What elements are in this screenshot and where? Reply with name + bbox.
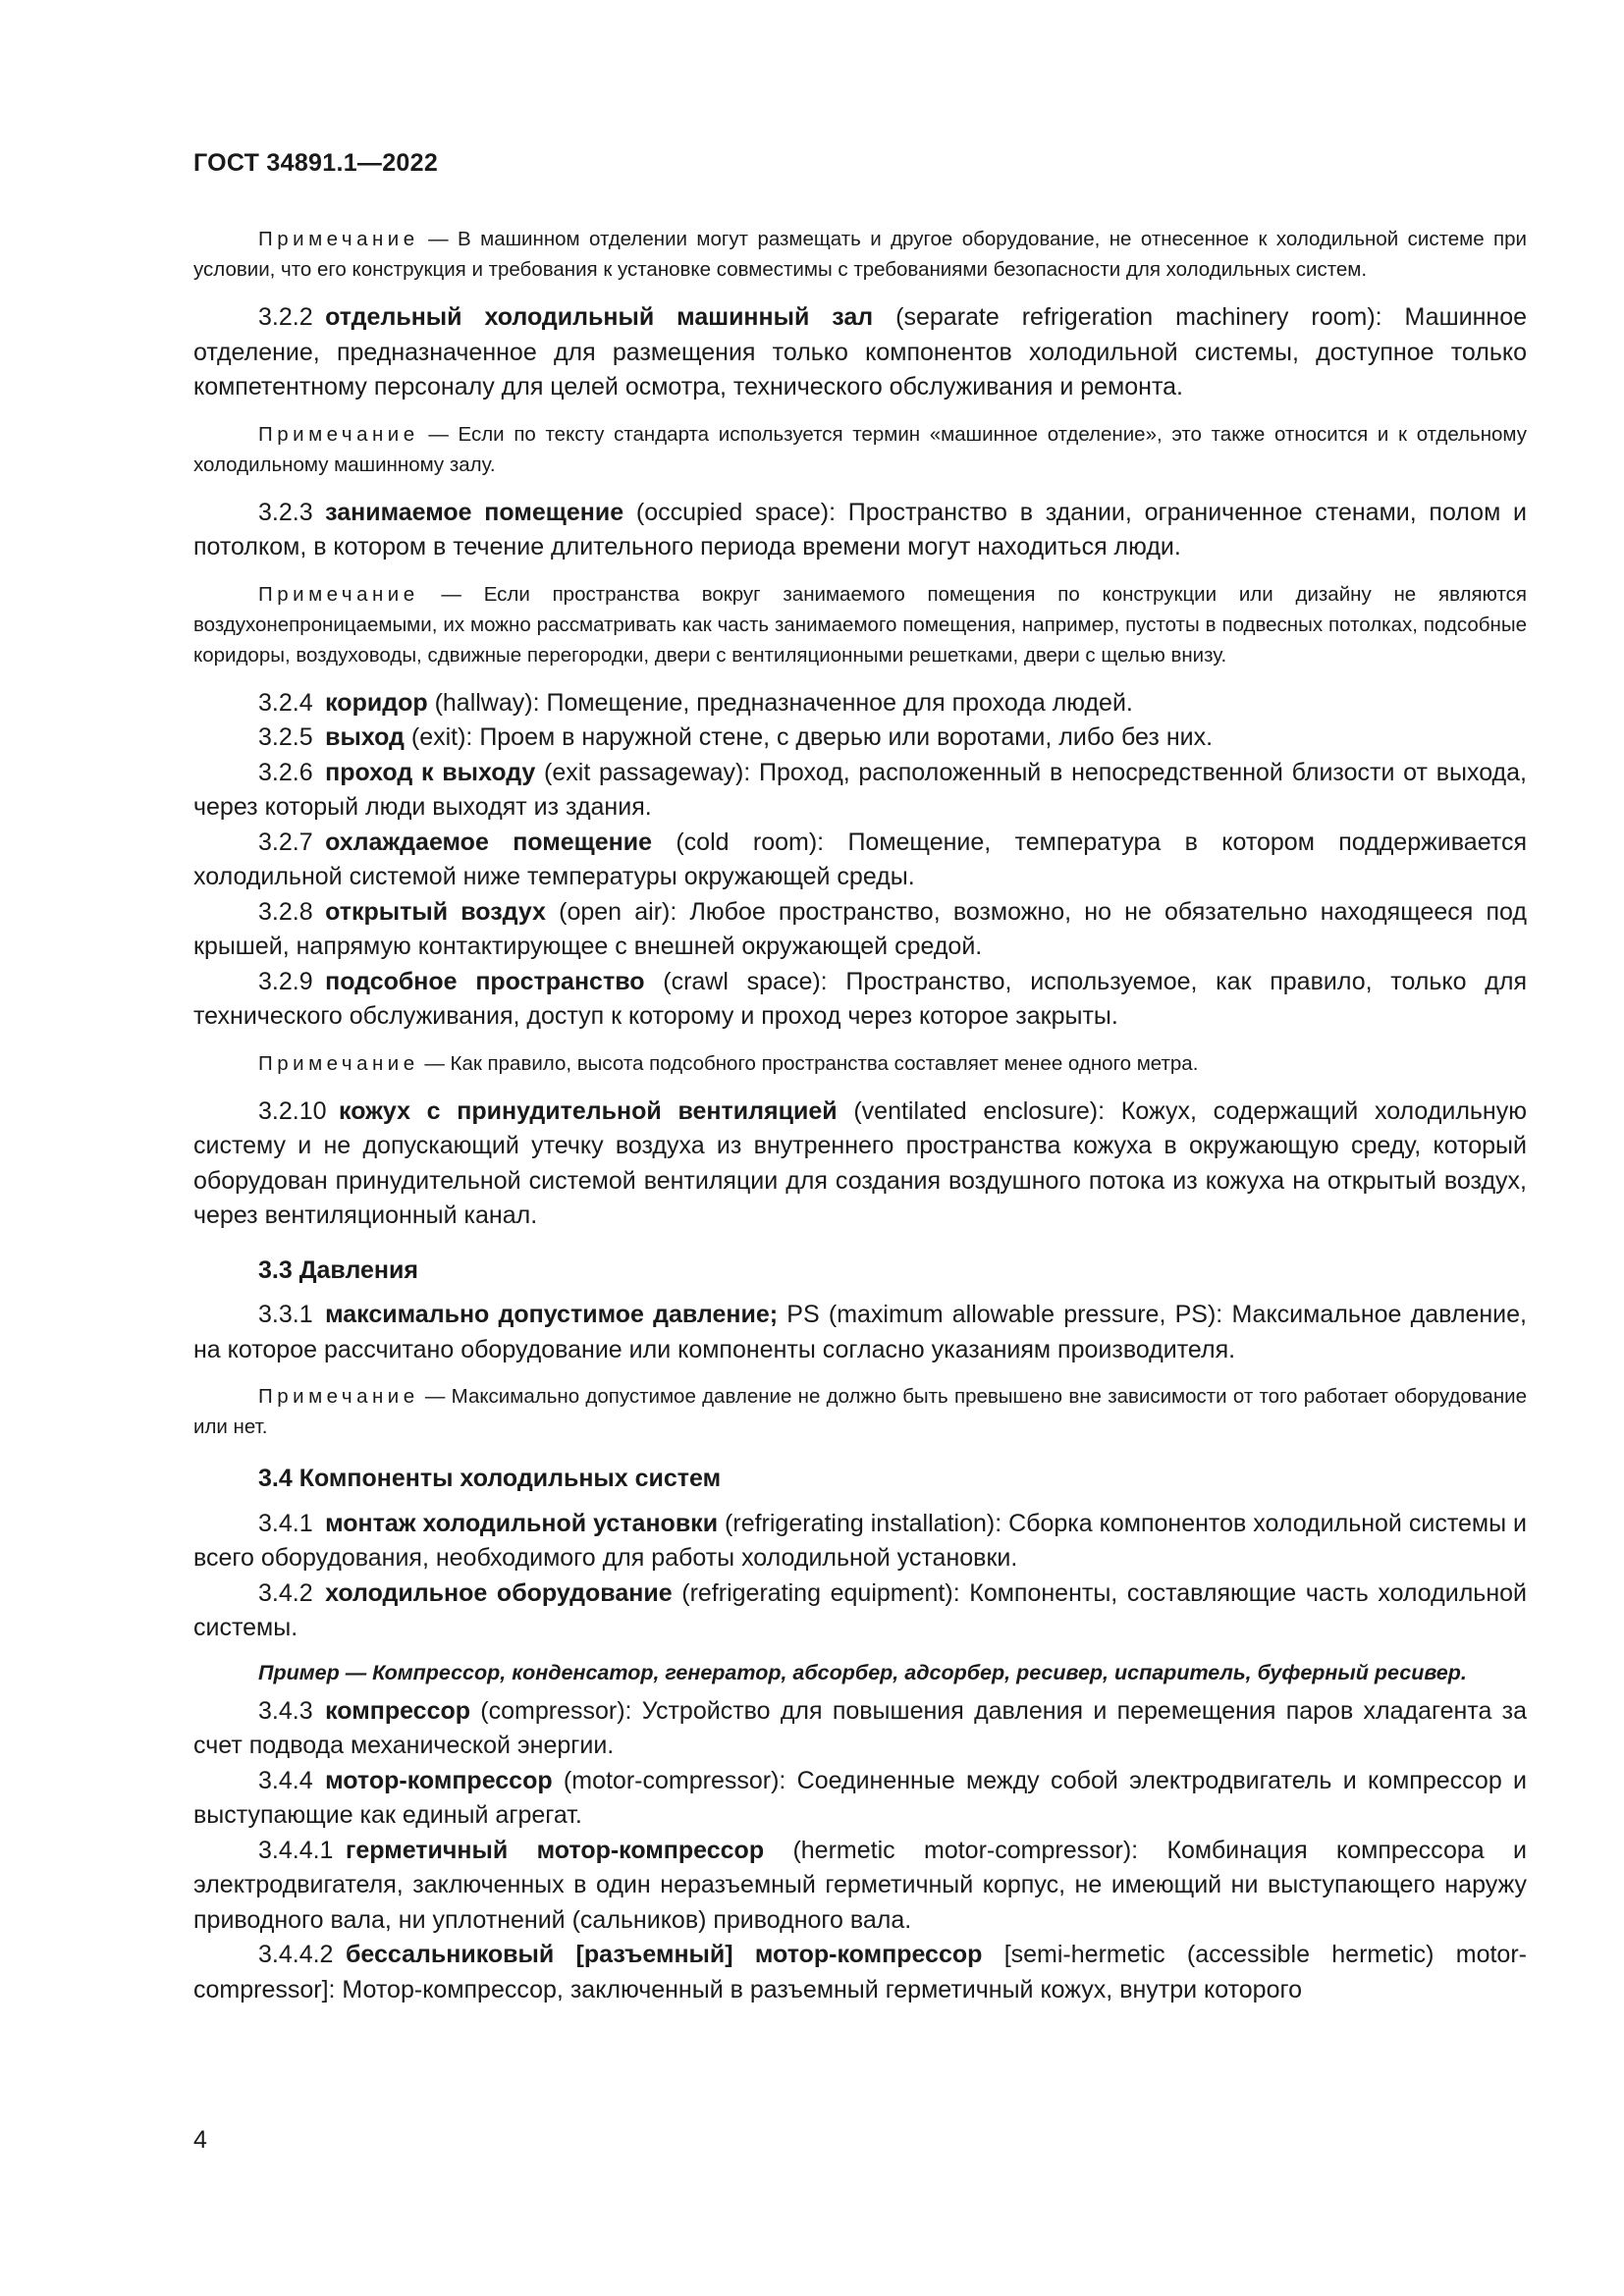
term: компрессор bbox=[325, 1696, 471, 1725]
term: холодильное оборудование bbox=[325, 1578, 673, 1607]
note-label: Примечание bbox=[258, 228, 419, 250]
clause-number: 3.3.1 bbox=[258, 1301, 313, 1328]
clause-number: 3.2.3 bbox=[258, 498, 313, 526]
definition-paragraph bbox=[193, 1298, 1527, 1367]
section-heading: 3.3 Давления bbox=[258, 1255, 418, 1284]
note-label: Примечание bbox=[258, 1385, 419, 1408]
clause-number: 3.2.7 bbox=[258, 828, 313, 856]
definition-text: (exit passageway): Проход, расположенный в непосредственной близости от выхода, через который люди выходят из здания. bbox=[193, 758, 1527, 821]
clause-number: 3.4.3 bbox=[258, 1696, 313, 1725]
standard-header: ГОСТ 34891.1—2022 bbox=[193, 149, 439, 177]
definition-paragraph bbox=[193, 1095, 1527, 1234]
term: бессальниковый [разъемный] мотор-компрессор bbox=[345, 1941, 983, 1968]
definition-paragraph bbox=[193, 1576, 1527, 1646]
clause-number: 3.2.8 bbox=[258, 897, 313, 926]
definition-paragraph bbox=[193, 895, 1527, 965]
clause-number: 3.4.4.2 bbox=[258, 1941, 334, 1968]
term: охлаждаемое помещение bbox=[325, 828, 653, 856]
definition-text: (refrigerating equipment): Компоненты, составляющие часть холодильной системы. bbox=[193, 1578, 1527, 1641]
definition-paragraph bbox=[193, 496, 1527, 565]
definition-text: (ventilated enclosure): Кожух, содержащий холодильную систему и не допускающий утечку воздуха из внутреннего пространства кожуха в окружающую среду, который оборудован принудительной системой вентиляции для создания воздушного потока из кожуха на открытый воздух, через вентиляционный канал. bbox=[193, 1096, 1527, 1229]
definition-paragraph bbox=[193, 1834, 1527, 1939]
definition-paragraph bbox=[193, 1507, 1527, 1576]
term: кожух с принудительной вентиляцией bbox=[339, 1096, 838, 1125]
definition-text: (refrigerating installation): Сборка компонентов холодильной системы и всего оборудования, необходимого для работы холодильной установки. bbox=[193, 1509, 1528, 1572]
term: выход bbox=[325, 723, 405, 751]
note-text: — В машинном отделении могут размещать и другое оборудование, не отнесенное к холодильной системе при условии, что его конструкция и требования к установке совместимы с требованиями безопасности для холодильных систем. bbox=[193, 228, 1527, 281]
definition-paragraph bbox=[193, 686, 1527, 721]
definition-text: (cold room): Помещение, температура в котором поддерживается холодильной системой ниже температуры окружающей среды. bbox=[193, 828, 1527, 890]
clause-number: 3.4.1 bbox=[258, 1509, 313, 1537]
definition-paragraph bbox=[193, 300, 1527, 405]
term: мотор-компрессор bbox=[325, 1766, 553, 1794]
definition-text: (motor-compressor): Соединенные между собой электродвигатель и компрессор и выступающие как единый агрегат. bbox=[193, 1766, 1527, 1829]
definition-text: (hermetic motor-compressor): Комбинация компрессора и электродвигателя, заключенных в один неразъемный герметичный корпус, не имеющий ни выступающего наружу приводного вала, ни уплотнений (сальников) приводного вала. bbox=[193, 1836, 1527, 1934]
definition-text: PS (maximum allowable pressure, PS): Максимальное давление, на которое рассчитано оборудование или компоненты согласно указаниям производителя. bbox=[193, 1301, 1527, 1363]
definition-text: (exit): Проем в наружной стене, с дверью или воротами, либо без них. bbox=[404, 723, 1214, 751]
note-paragraph bbox=[193, 579, 1527, 670]
note-paragraph bbox=[193, 419, 1527, 480]
definition-paragraph bbox=[193, 756, 1527, 826]
note-label: Примечание bbox=[258, 582, 419, 606]
definition-text: (crawl space): Пространство, используемое, как правило, только для технического обслуживания, доступ к которому и проход через которое закрыты. bbox=[193, 967, 1527, 1030]
example-paragraph: Пример — Компрессор, конденсатор, генератор, абсорбер, адсорбер, ресивер, испаритель, буферный ресивер. bbox=[258, 1660, 1467, 1684]
definition-paragraph bbox=[193, 1938, 1527, 2007]
definition-paragraph bbox=[193, 1764, 1527, 1834]
clause-number: 3.2.4 bbox=[258, 688, 313, 717]
note-text: — Максимально допустимое давление не должно быть превышено вне зависимости от того работает оборудование или нет. bbox=[193, 1385, 1527, 1438]
clause-number: 3.4.4.1 bbox=[258, 1836, 334, 1864]
term: отдельный холодильный машинный зал bbox=[325, 303, 874, 331]
definition-text: (hallway): Помещение, предназначенное для прохода людей. bbox=[427, 688, 1133, 717]
clause-number: 3.2.10 bbox=[258, 1096, 327, 1125]
definition-text: (open air): Любое пространство, возможно, но не обязательно находящееся под крышей, напрямую контактирующее с внешней окружающей средой. bbox=[193, 897, 1527, 960]
term: открытый воздух bbox=[325, 897, 546, 926]
note-paragraph bbox=[193, 224, 1527, 285]
definition-paragraph bbox=[193, 721, 1527, 756]
term: максимально допустимое давление; bbox=[325, 1301, 779, 1328]
definition-text: [semi-hermetic (accessible hermetic) motor-compressor]: Мотор-компрессор, заключенный в разъемный герметичный кожух, внутри которого bbox=[193, 1941, 1527, 2003]
note-text: — Если по тексту стандарта используется термин «машинное отделение», это также относится и к отдельному холодильному машинному залу. bbox=[193, 422, 1527, 476]
clause-number: 3.2.6 bbox=[258, 758, 313, 786]
definition-paragraph bbox=[193, 1694, 1527, 1764]
section-heading: 3.4 Компоненты холодильных систем bbox=[258, 1465, 722, 1492]
note-text: — Как правило, высота подсобного пространства составляет менее одного метра. bbox=[418, 1051, 1199, 1075]
note-label: Примечание bbox=[258, 1051, 419, 1075]
term: монтаж холодильной установки bbox=[325, 1509, 719, 1537]
clause-number: 3.2.5 bbox=[258, 723, 313, 751]
document-body bbox=[193, 224, 1527, 2007]
clause-number: 3.2.9 bbox=[258, 967, 313, 995]
term: подсобное пространство bbox=[325, 967, 645, 995]
definition-text: (separate refrigeration machinery room): Машинное отделение, предназначенное для размещения только компонентов холодильной системы, доступное только компетентному персоналу для целей осмотра, технического обслуживания и ремонта. bbox=[193, 303, 1528, 400]
clause-number: 3.2.2 bbox=[258, 303, 313, 331]
clause-number: 3.4.4 bbox=[258, 1766, 313, 1794]
note-label: Примечание bbox=[258, 422, 419, 446]
definition-text: (compressor): Устройство для повышения давления и перемещения паров хладагента за счет подвода механической энергии. bbox=[193, 1696, 1527, 1759]
definition-text: (occupied space): Пространство в здании, ограниченное стенами, полом и потолком, в котором в течение длительного периода времени могут находиться люди. bbox=[193, 498, 1527, 561]
term: герметичный мотор-компрессор bbox=[345, 1836, 765, 1864]
term: проход к выходу bbox=[325, 758, 536, 786]
clause-number: 3.4.2 bbox=[258, 1578, 313, 1607]
note-text: — Если пространства вокруг занимаемого помещения по конструкции или дизайну не являются воздухонепроницаемыми, их можно рассматривать как часть занимаемого помещения, например, пустоты в подвесных потолках, подсобные коридоры, воздуховоды, сдвижные перегородки, двери с вентиляционными решетками, двери с щелью внизу. bbox=[193, 582, 1527, 667]
definition-paragraph bbox=[193, 965, 1527, 1035]
note-paragraph bbox=[193, 1048, 1527, 1079]
term: занимаемое помещение bbox=[325, 498, 624, 526]
page-number: 4 bbox=[193, 2126, 207, 2154]
term: коридор bbox=[325, 688, 428, 717]
note-paragraph bbox=[193, 1381, 1527, 1442]
definition-paragraph bbox=[193, 826, 1527, 895]
